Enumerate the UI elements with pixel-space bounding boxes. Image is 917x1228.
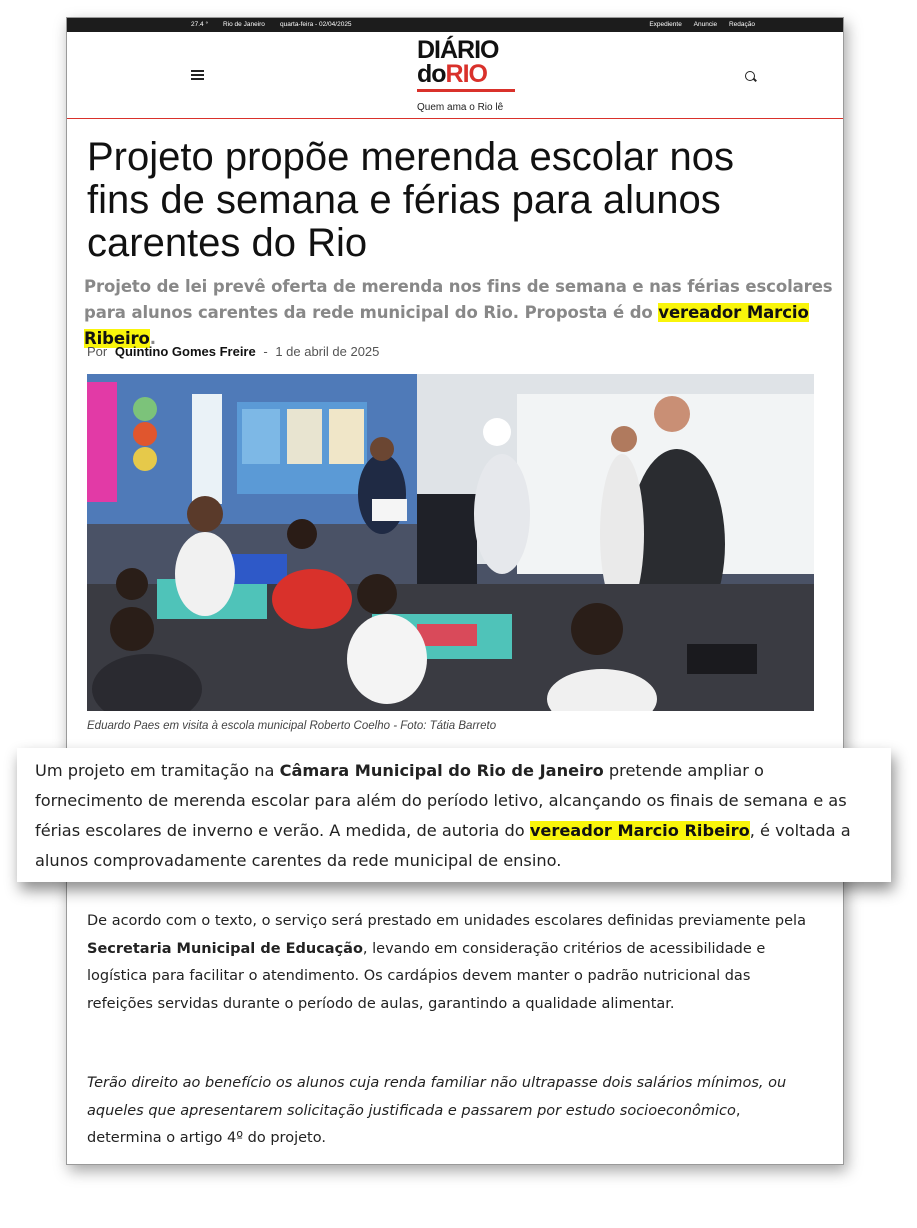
classroom-photo xyxy=(87,374,814,711)
site-header xyxy=(67,32,843,119)
logo-line2: doRIO xyxy=(417,60,487,88)
photo-caption: Eduardo Paes em visita à escola municipal Roberto Coelho - Foto: Tátia Barreto xyxy=(87,720,497,732)
article-page xyxy=(66,17,844,1165)
link-expediente[interactable]: Expediente xyxy=(649,21,682,28)
paragraph-highlight: vereador Marcio Ribeiro xyxy=(529,821,750,840)
article-title: Projeto propõe merenda escolar nos fins de semana e férias para alunos carentes do Rio xyxy=(87,135,735,265)
byline: Por Quintino Gomes Freire - 1 de abril de 2025 xyxy=(87,344,380,359)
publish-date: 1 de abril de 2025 xyxy=(275,344,380,359)
paragraph-3: Terão direito ao benefício os alunos cuja renda familiar não ultrapasse dois salários mínimos, ou aqueles que apresentarem solicitação justificada e passarem por estudo socioeconômico, determina o artigo 4º do projeto. xyxy=(87,1075,787,1146)
paragraph-2: De acordo com o texto, o serviço será prestado em unidades escolares definidas previamente pela Secretaria Municipal de Educação, levando em consideração critérios de acessibilidade e logística para facilitar o atendimento. Os cardápios devem manter o padrão nutricional das refeições servidas durante o período de aulas, garantindo a qualidade alimentar. xyxy=(87,913,806,1012)
article-subtitle: Projeto de lei prevê oferta de merenda nos fins de semana e nas férias escolares para alunos carentes da rede municipal do Rio. Proposta é do vereador Marcio Ribeiro. xyxy=(84,277,833,348)
top-links xyxy=(639,21,755,28)
subtitle-highlight: vereador Marcio Ribeiro xyxy=(84,303,809,348)
link-anuncie[interactable]: Anuncie xyxy=(693,21,718,28)
logo-underline xyxy=(417,89,515,92)
paragraph-1: Um projeto em tramitação na Câmara Municipal do Rio de Janeiro pretende ampliar o fornecimento de merenda escolar para além do período letivo, alcançando os finais de semana e as férias escolares de inverno e verão. A medida, de autoria do vereador Marcio Ribeiro, é voltada a alunos comprovadamente carentes da rede municipal de ensino. xyxy=(35,761,851,870)
logo-line1: DIÁRIO xyxy=(417,36,499,64)
site-logo[interactable] xyxy=(417,38,515,92)
top-bar xyxy=(67,18,843,32)
menu-icon[interactable] xyxy=(191,70,204,80)
link-redacao[interactable]: Redação xyxy=(728,21,755,28)
city-label: Rio de Janeiro xyxy=(223,21,265,28)
site-slogan: Quem ama o Rio lê xyxy=(417,102,504,113)
author-link[interactable]: Quintino Gomes Freire xyxy=(114,344,256,359)
article-photo xyxy=(87,374,814,711)
weather-readout: 27.4 ° xyxy=(191,21,209,28)
zoomed-paragraph-callout xyxy=(17,748,891,882)
search-icon[interactable] xyxy=(745,71,755,81)
current-date: quarta-feira - 02/04/2025 xyxy=(280,21,352,28)
